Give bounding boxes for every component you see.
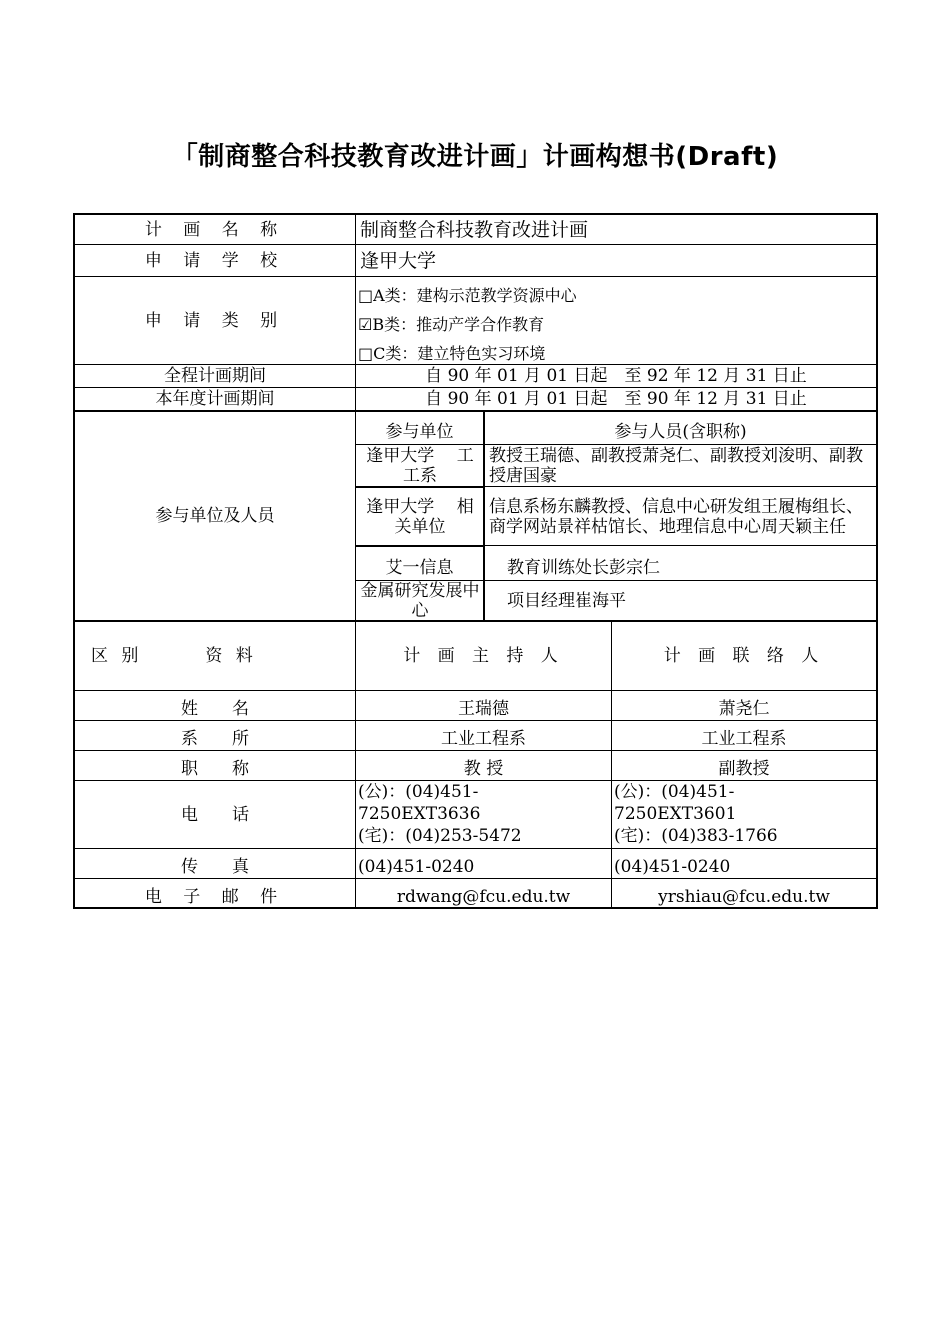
contact-name: 萧尧仁 (718, 698, 770, 719)
host-fax: (04)451-0240 (358, 856, 475, 877)
email-label: 电 子 邮 件 (144, 886, 286, 907)
fax-label: 传 真 (181, 856, 249, 877)
year-period-label: 本年度计画期间 (155, 389, 275, 409)
host-email[interactable]: rdwang@fcu.edu.tw (396, 886, 571, 907)
host-title: 教 授 (463, 758, 504, 779)
school-value: 逢甲大学 (360, 249, 437, 272)
host-department: 工业工程系 (441, 728, 526, 749)
row-divider (73, 720, 878, 721)
host-phone-line: (宅)：(04)253-5472 (358, 826, 522, 846)
row-divider (73, 878, 878, 879)
participant-people: 教授王瑞德、副教授萧尧仁、副教授刘浚明、副教授唐国豪 (489, 445, 863, 486)
participants-label: 参与单位及人员 (155, 506, 275, 526)
participant-unit-header: 参与单位 (385, 422, 454, 442)
contacts-header-left: 区 别 资 料 (91, 646, 257, 666)
category-options (358, 281, 873, 365)
contact-phone-line: (公)：(04)451- (614, 782, 735, 802)
row-divider (485, 545, 878, 546)
contact-phone-line: 7250EXT3601 (614, 804, 737, 824)
school-label: 申 请 学 校 (144, 250, 286, 271)
host-name: 王瑞德 (458, 698, 509, 719)
name-label: 姓 名 (181, 698, 249, 719)
category-option-text: A类：建构示范教学资源中心 (373, 286, 577, 305)
participant-unit: 艾一信息 (385, 558, 454, 578)
participant-people-header: 参与人员(含职称) (614, 422, 747, 442)
participant-unit: 金属研究发展中心 (360, 580, 480, 621)
host-phone-line: 7250EXT3636 (358, 804, 481, 824)
category-option-text: B类：推动产学合作教育 (372, 315, 545, 334)
row-divider (485, 486, 878, 487)
contact-email[interactable]: yrshiau@fcu.edu.tw (658, 886, 830, 907)
row-divider (73, 750, 878, 751)
checkbox-empty-icon[interactable]: □ (358, 286, 374, 305)
category-label: 申 请 类 别 (144, 310, 286, 331)
contact-phone (614, 781, 876, 848)
checkbox-checked-icon[interactable]: ☑ (358, 315, 373, 334)
participant-unit: 逢甲大学 工工系 (366, 445, 474, 486)
participant-unit: 逢甲大学 相关单位 (366, 496, 474, 537)
plan-name-value: 制商整合科技教育改进计画 (360, 218, 589, 241)
category-option-c (358, 339, 873, 368)
document-title: 「制商整合科技教育改进计画」计画构想书(Draft) (171, 142, 779, 172)
full-period-label: 全程计画期间 (164, 366, 266, 386)
phone-label: 电 话 (181, 804, 249, 825)
full-period-value: 自 90 年 01 月 01 日起 至 92 年 12 月 31 日止 (425, 366, 807, 386)
department-label: 系 所 (181, 728, 249, 749)
checkbox-empty-icon[interactable]: □ (358, 344, 374, 363)
contact-phone-line: (宅)：(04)383-1766 (614, 826, 778, 846)
plan-name-label: 计 画 名 称 (144, 219, 286, 240)
title-label: 职 称 (181, 758, 249, 779)
participant-people: 信息系杨东麟教授、信息中心研发组王履梅组长、商学网站景祥枯馆长、地理信息中心周天颖主任 (489, 496, 863, 537)
contact-header: 计 画 联 络 人 (663, 646, 825, 666)
host-header: 计 画 主 持 人 (403, 646, 564, 666)
category-option-text: C类：建立特色实习环境 (373, 344, 546, 363)
row-divider (73, 690, 878, 691)
year-period-value: 自 90 年 01 月 01 日起 至 90 年 12 月 31 日止 (425, 389, 807, 409)
participant-people: 教育训练处长彭宗仁 (507, 558, 660, 578)
contact-department: 工业工程系 (701, 728, 787, 749)
category-option-a (358, 281, 873, 310)
contact-fax: (04)451-0240 (614, 856, 731, 877)
category-option-b (358, 310, 873, 339)
host-phone-line: (公)：(04)451- (358, 782, 479, 802)
host-phone (358, 781, 610, 848)
row-divider (355, 545, 485, 547)
participant-people: 项目经理崔海平 (507, 590, 626, 611)
contact-title: 副教授 (718, 758, 770, 779)
row-divider (73, 848, 878, 849)
